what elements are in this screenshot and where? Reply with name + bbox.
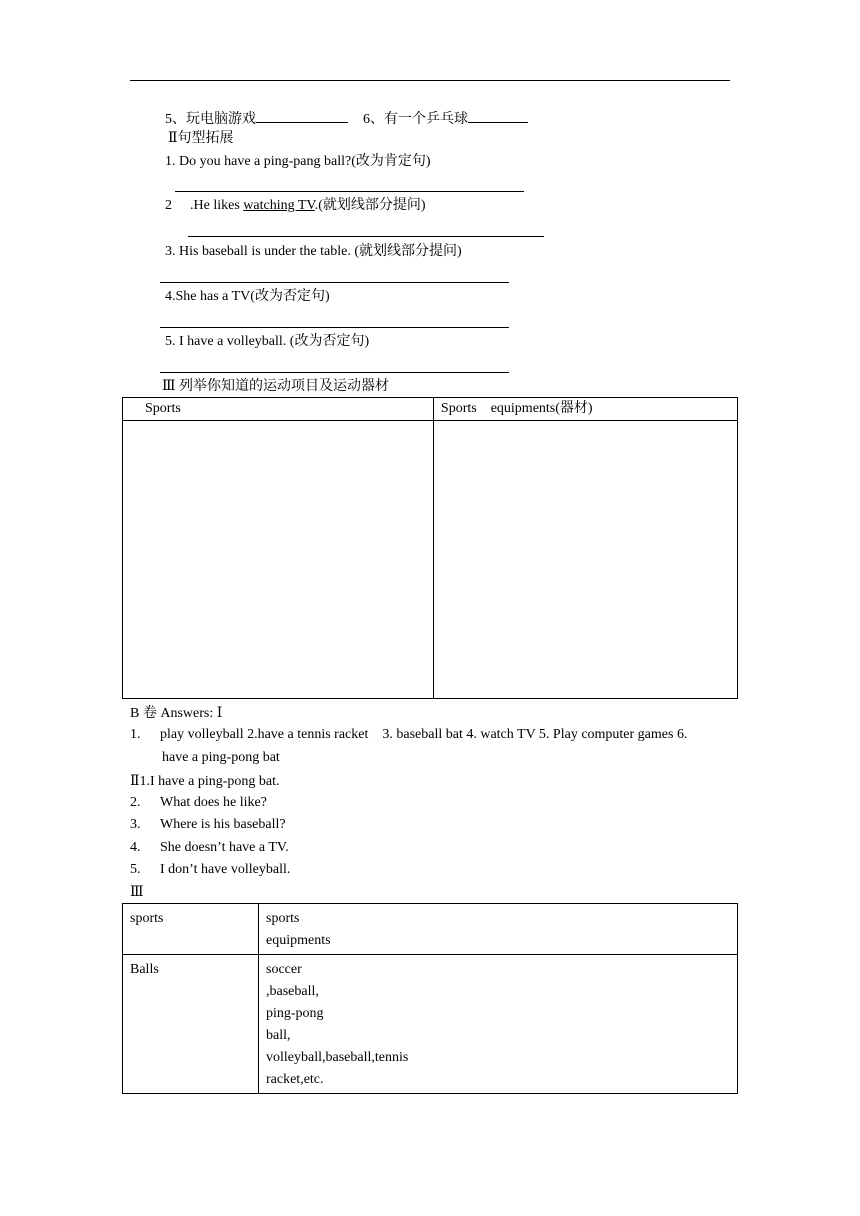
- sports-header: [123, 398, 434, 421]
- answer-line-5[interactable]: [160, 372, 509, 373]
- answer-line-4[interactable]: [160, 327, 509, 328]
- sports-answer-cell[interactable]: [123, 421, 434, 699]
- question-2-number: 2: [165, 198, 172, 213]
- section-3-heading: Ⅲ 列举你知道的运动项目及运动器材: [162, 379, 390, 394]
- answer-2-item-5-num: 5.: [130, 862, 141, 877]
- answer-2-item-3-num: 3.: [130, 817, 141, 832]
- item-5: [165, 108, 348, 129]
- item-6-text: 6、有一个乒乓球: [363, 112, 468, 127]
- question-2-pre: .He likes: [190, 198, 244, 213]
- answer-table-h1-text: sports: [130, 911, 164, 926]
- answer-1-number: 1.: [130, 727, 141, 742]
- question-3: 3. His baseball is under the table. (就划线部分提问): [165, 244, 462, 259]
- header-rule: [130, 80, 730, 81]
- answer-table-h2: [259, 904, 738, 955]
- answer-line-3[interactable]: [160, 282, 509, 283]
- section-2-heading: Ⅱ句型拓展: [168, 131, 234, 146]
- answer-2-item-4-text: She doesn’t have a TV.: [160, 840, 289, 855]
- answer-table-r1c2: [259, 955, 738, 1094]
- answer-2-item-2-num: 2.: [130, 795, 141, 810]
- answer-2-first: Ⅱ1.I have a ping-pong bat.: [130, 774, 280, 789]
- answer-table-r1c2-text: soccer ,baseball, ping-pong ball, volleyball,baseball,tennis racket,etc.: [266, 962, 409, 1087]
- question-1: 1. Do you have a ping-pang ball?(改为肯定句): [165, 154, 431, 169]
- answer-table-h2-text: sports equipments: [266, 911, 331, 948]
- item-5-blank[interactable]: [256, 108, 348, 123]
- answer-1-line-1: play volleyball 2.have a tennis racket 3. baseball bat 4. watch TV 5. Play computer games 6.: [160, 727, 688, 742]
- answer-2-item-2-text: What does he like?: [160, 795, 267, 810]
- sports-table: [122, 397, 738, 699]
- answer-1-line-2: have a ping-pong bat: [162, 750, 280, 765]
- question-5: 5. I have a volleyball. (改为否定句): [165, 334, 370, 349]
- question-2-underlined: watching TV: [243, 198, 315, 213]
- item-6-blank[interactable]: [468, 108, 528, 123]
- answer-2-item-4-num: 4.: [130, 840, 141, 855]
- equipments-header: [433, 398, 737, 421]
- answer-line-2[interactable]: [188, 236, 544, 237]
- answer-2-item-3-text: Where is his baseball?: [160, 817, 286, 832]
- item-5-text: 5、玩电脑游戏: [165, 112, 256, 127]
- answer-line-1[interactable]: [175, 191, 524, 192]
- answer-3-heading: Ⅲ: [130, 885, 144, 900]
- equipments-header-text: Sports equipments(器材): [440, 401, 593, 416]
- answer-table: [122, 903, 738, 1094]
- answer-table-r1c1-text: Balls: [130, 962, 159, 977]
- item-6: [363, 108, 528, 129]
- question-2-post: .(就划线部分提问): [314, 198, 426, 213]
- question-2: [165, 197, 426, 215]
- sports-header-text: Sports: [145, 401, 181, 416]
- answer-2-item-5-text: I don’t have volleyball.: [160, 862, 291, 877]
- question-4: 4.She has a TV(改为否定句): [165, 289, 330, 304]
- answer-table-r1c1: [123, 955, 259, 1094]
- answers-heading: B 卷 Answers: Ⅰ: [130, 706, 223, 721]
- equipments-answer-cell[interactable]: [433, 421, 737, 699]
- answer-table-h1: [123, 904, 259, 955]
